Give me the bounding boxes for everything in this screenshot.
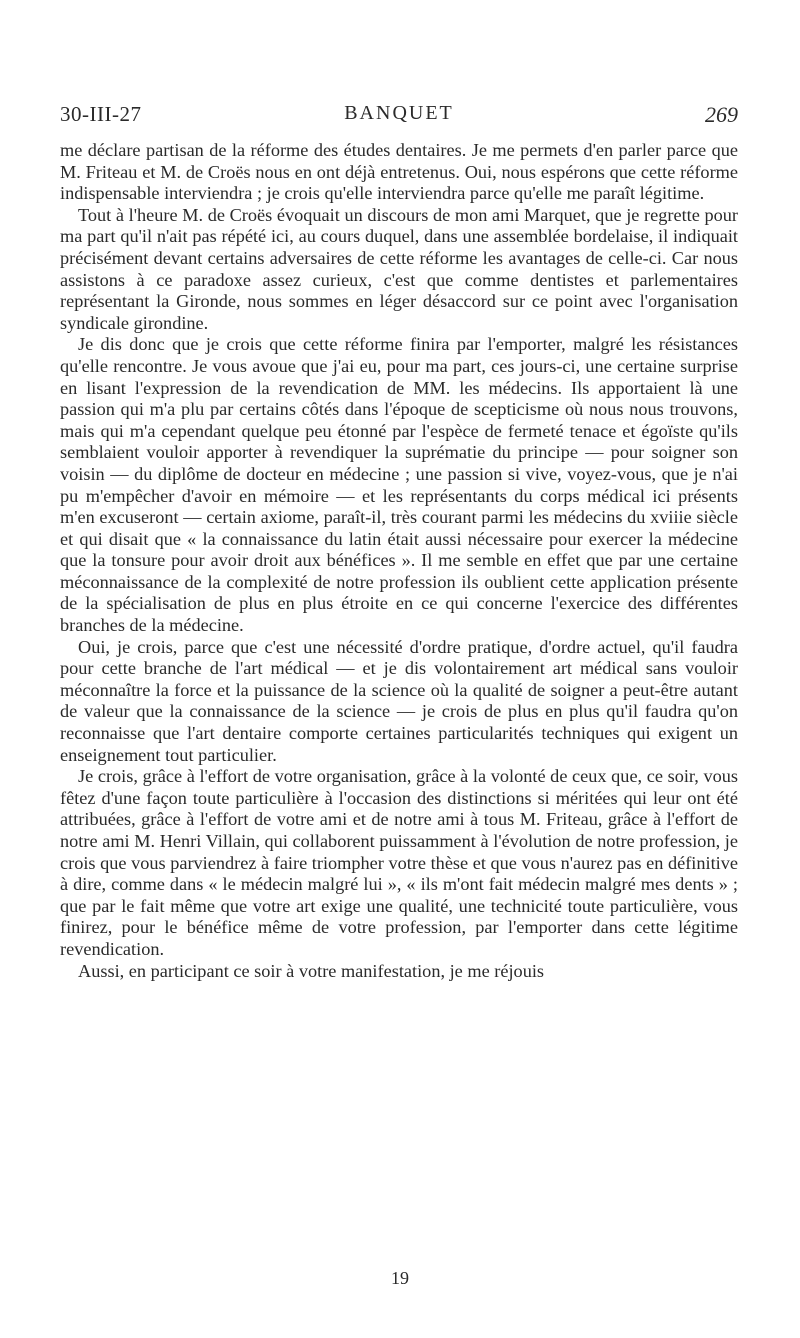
paragraph-6: Aussi, en participant ce soir à votre manifestation, je me réjouis (78, 960, 545, 981)
body-text (60, 140, 738, 982)
paragraph-2: Tout à l'heure M. de Croës évoquait un discours de mon ami Marquet, que je regrette pour ma part qu'il n'ait pas répété ici, au cours duquel, dans une assemblée bordelaise, il indiquait précisément devant certains adversaires de cette réforme les avantages de celle-ci. Car nous assistons à ce paradoxe assez curieux, c'est que comme dentistes et parlementaires représentant la Gironde, nous sommes en léger désaccord sur ce point avec l'organisation syndicale girondine. (60, 204, 738, 333)
page-number: 269 (705, 102, 738, 127)
paragraph-5: Je crois, grâce à l'effort de votre organisation, grâce à la volonté de ceux que, ce soir, vous fêtez d'une façon toute particulière à l'occasion des distinctions si méritées qui leur ont été attribuées, grâce à l'effort de votre ami et de notre ami à tous M. Friteau, grâce à l'effort de notre ami M. Henri Villain, qui collaborent puissamment à l'évolution de notre profession, je crois que vous parviendrez à faire triompher votre thèse et que vous n'aurez pas en définitive à dire, comme dans « le médecin malgré lui », « ils m'ont fait médecin malgré mes dents » ; que par le fait même que votre art exige une qualité, une technicité toute particulière, vous finirez, pour le bénéfice même de votre profession, par l'emporter dans cette légitime revendication. (60, 766, 738, 959)
paragraph-3: Je dis donc que je crois que cette réforme finira par l'emporter, malgré les résistances qu'elle rencontre. Je vous avoue que j'ai eu, pour ma part, ces jours-ci, une certaine surprise en lisant l'expression de la revendication de MM. les médecins. Ils apportaient là une passion qui m'a plu par certains côtés dans l'époque de scepticisme où nous nous trouvons, mais qui m'a cependant quelque peu étonné par l'espèce de fermeté tenace et égoïste qu'ils semblaient vouloir apporter à revendiquer la suprématie du principe — pour soigner son voisin — du diplôme de docteur en médecine ; une passion si vive, voyez-vous, que je n'ai pu m'empêcher d'avoir en mémoire — et les représentants du corps médical ici présents m'en excuseront — certain axiome, paraît-il, très courant parmi les médecins du xviiie siècle et qui disait que « la connaissance du latin était aussi nécessaire pour exercer la médecine que la tonsure pour avoir droit aux bénéfices ». Il me semble en effet que par une certaine méconnaissance de la complexité de notre profession ils oublient cette application présente de la spécialisation de plus en plus étroite en ce qui concerne l'exercice des différentes branches de la médecine. (60, 334, 738, 636)
page-header (60, 102, 738, 134)
paragraph-4: Oui, je crois, parce que c'est une nécessité d'ordre pratique, d'ordre actuel, qu'il faudra pour cette branche de l'art médical — et je dis volontairement art médical sans vouloir méconnaître la force et la puissance de la science où la qualité de soigner a peut-être autant de valeur que la connaissance de la science — je crois de plus en plus qu'il faudra qu'on reconnaisse que l'art dentaire comporte certaines particularités techniques qui exigent un enseignement tout particulier. (60, 636, 738, 765)
signature-mark: 19 (391, 1268, 409, 1288)
header-title: BANQUET (344, 102, 454, 124)
paragraph-1: me déclare partisan de la réforme des études dentaires. Je me permets d'en parler parce que M. Friteau et M. de Croës nous en ont déjà entretenus. Oui, nous espérons que cette réforme indispensable interviendra ; je crois qu'elle interviendra parce qu'elle me paraît légitime. (60, 140, 738, 204)
header-date: 30-III-27 (60, 102, 142, 126)
